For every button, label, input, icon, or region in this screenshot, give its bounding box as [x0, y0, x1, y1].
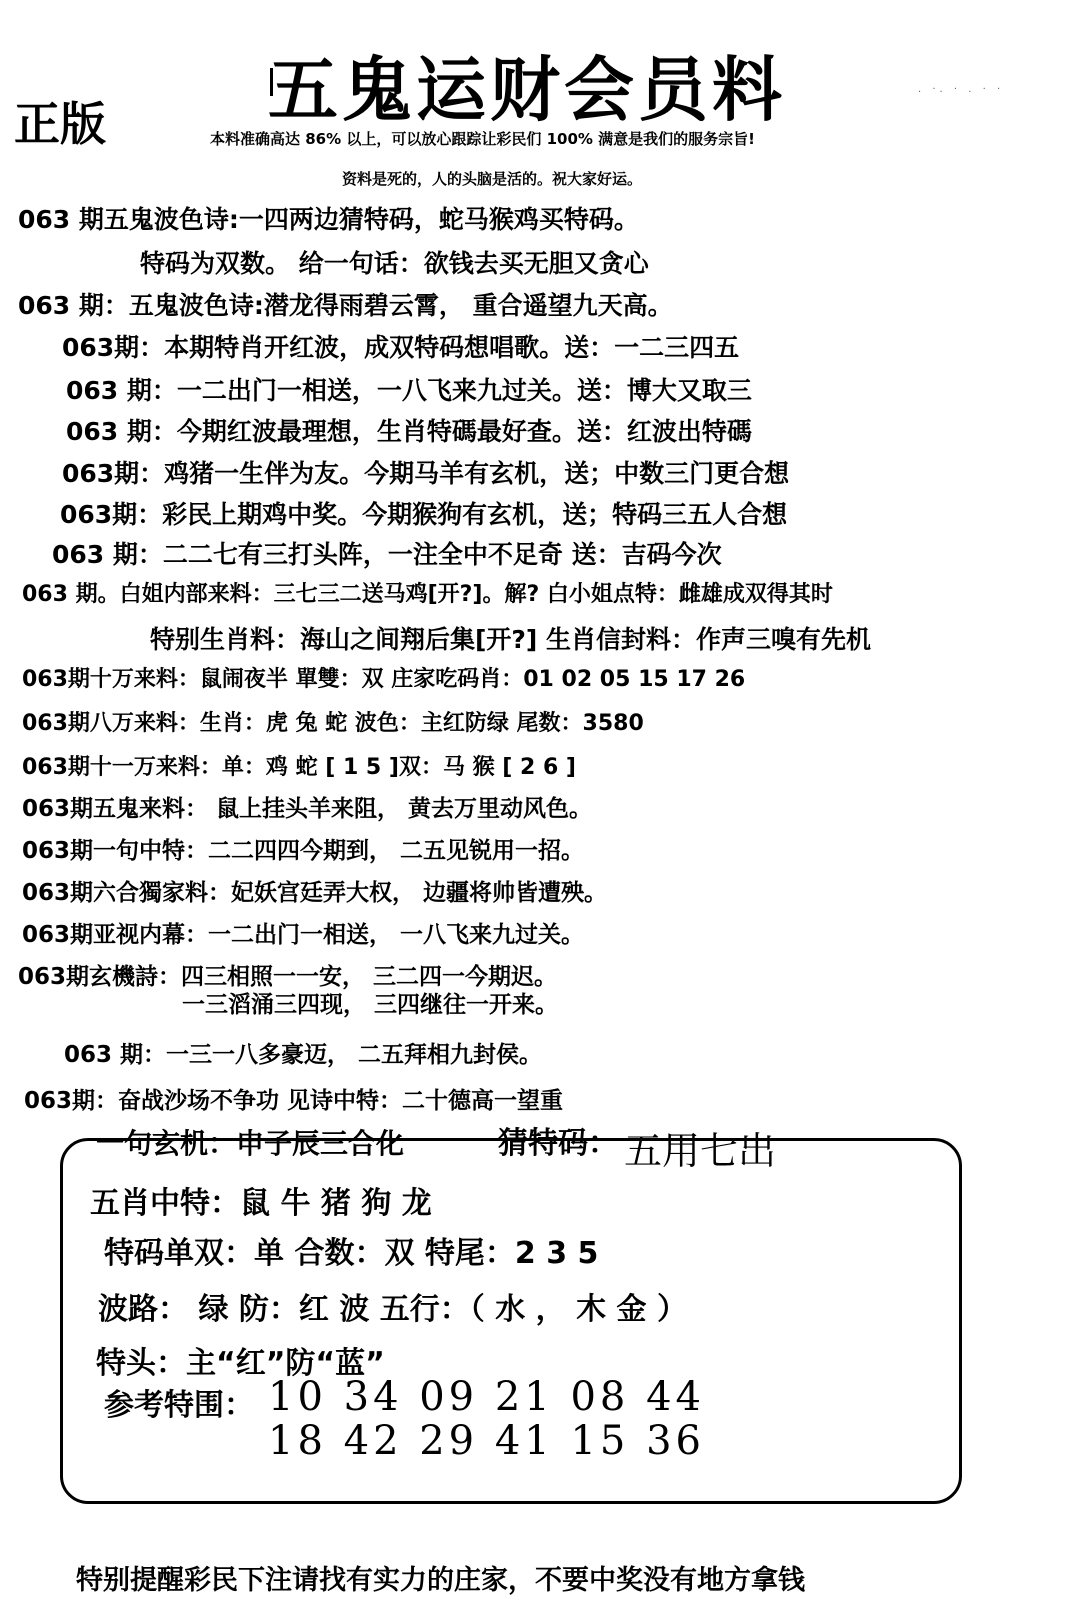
text-line: 一三滔涌三四现， 三四继往一开来。 [182, 992, 559, 1018]
text-line: 063 期：二二七有三打头阵，一注全中不足奇 送：吉码今次 [52, 540, 722, 569]
text-line: 063期十万来料：鼠闹夜半 單雙：双 庄家吃码肖：01 02 05 15 17 26 [22, 667, 746, 692]
box-ref-row1: 10 34 09 21 08 44 [268, 1374, 705, 1420]
text-line: 特码为双数。 给一句话：欲钱去买无胆又贪心 [140, 249, 649, 278]
subtitle-accuracy: 本料准确高达 86% 以上，可以放心跟踪让彩民们 100% 满意是我们的服务宗旨! [210, 130, 755, 148]
text-line: 063期：彩民上期鸡中奖。今期猴狗有玄机，送；特码三五人合想 [60, 500, 788, 529]
text-line: 063 期。白姐内部来料：三七三二送马鸡[开?]。解? 白小姐点特：雌雄成双得其时 [22, 582, 833, 607]
text-line: 063期：鸡猪一生伴为友。今期马羊有玄机，送；中数三门更合想 [62, 459, 790, 488]
text-line: 063期：本期特肖开红波，成双特码想唱歌。送：一二三四五 [62, 333, 740, 362]
text-line: 063期一句中特：二二四四今期到， 二五见锐用一招。 [22, 838, 585, 864]
text-line: 063 期：一二出门一相送，一八飞来九过关。送：博大又取三 [66, 376, 752, 405]
box-guess-value: 五用七出 [624, 1129, 777, 1173]
text-line: 063期六合獨家料：妃妖宫廷弄大权， 边疆将帅皆遭殃。 [22, 880, 608, 906]
footer-reminder: 特别提醒彩民下注请找有实力的庄家，不要中奖没有地方拿钱 [76, 1565, 805, 1596]
box-line-wuxiao: 五肖中特：鼠 牛 猪 狗 龙 [90, 1186, 432, 1221]
text-line: 063期八万来料：生肖：虎 兔 蛇 波色：主红防绿 尾数：3580 [22, 711, 644, 736]
box-guess-label: 猜特码： [498, 1126, 618, 1161]
box-ref-row2: 18 42 29 41 15 36 [268, 1418, 705, 1464]
box-line-danshuang: 特码单双：单 合数：双 特尾：2 3 5 [104, 1236, 599, 1271]
text-line: 063 期五鬼波色诗:一四两边猜特码，蛇马猴鸡买特码。 [18, 205, 639, 234]
box-line-xuanji: 一句玄机：申子辰三合化 [96, 1127, 405, 1160]
box-line-tetou: 特头：主“红”防“蓝” [96, 1346, 385, 1381]
text-line: 特别生肖料：海山之间翔后集[开?] 生肖信封料：作声三嗅有先机 [150, 625, 872, 654]
text-line: 063期五鬼来料： 鼠上挂头羊来阻， 黄去万里动风色。 [22, 796, 593, 822]
text-line: 063 期：一三一八多豪迈， 二五拜相九封侯。 [64, 1042, 543, 1068]
text-line: 063期玄機詩：四三相照一一安， 三二四一今期迟。 [18, 964, 558, 990]
subtitle-luck: 资料是死的，人的头脑是活的。祝大家好运。 [342, 170, 643, 188]
box-ref-label: 参考特围： [104, 1388, 254, 1423]
text-line: 063期：奋战沙场不争功 见诗中特：二十德高一望重 [24, 1088, 564, 1114]
text-line: 063 期：五鬼波色诗:潜龙得雨碧云霄， 重合遥望九天高。 [18, 291, 673, 320]
text-line: 063期十一万来料：单：鸡 蛇 [ 1 5 ]双：马 猴 [ 2 6 ] [22, 755, 576, 780]
page-title: 五鬼运财会员料 [268, 48, 786, 131]
text-line: 063 期：今期红波最理想，生肖特碼最好查。送：红波出特碼 [66, 417, 752, 446]
text-line: 063期亚视内幕：一二出门一相送， 一八飞来九过关。 [22, 922, 585, 948]
box-line-bolu: 波路： 绿 防：红 波 五行：（ 水 ， 木 金 ） [98, 1292, 687, 1327]
scan-specks: . ·. · . · · [918, 84, 1005, 95]
zhengban-badge: 正版 [14, 97, 106, 151]
